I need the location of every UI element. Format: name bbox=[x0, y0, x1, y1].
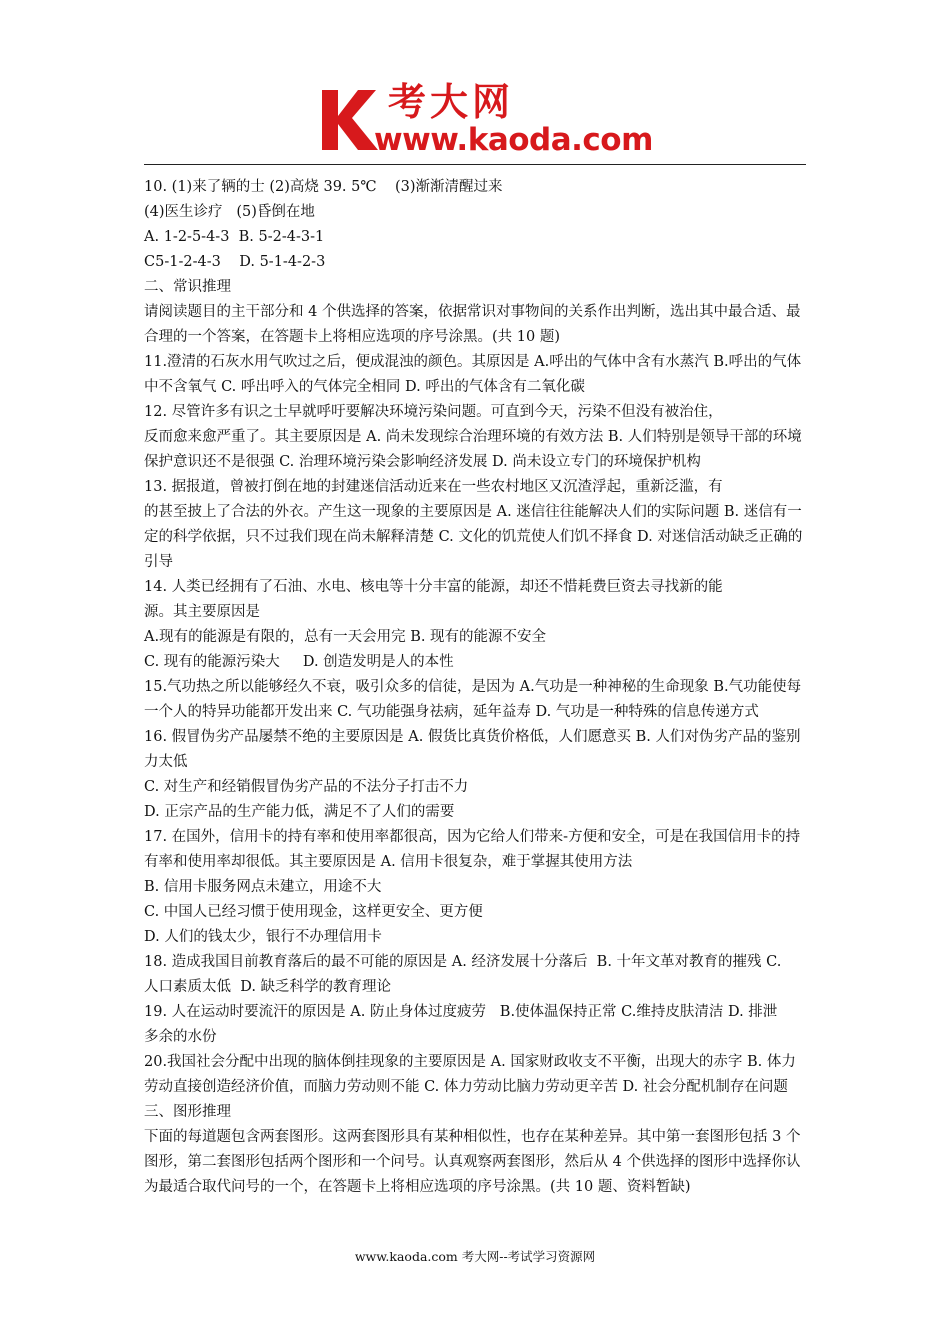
text-line: 劳动直接创造经济价值，而脑力劳动则不能 C. 体力劳动比脑力劳动更辛苦 D. 社会分配机制存在问题 bbox=[144, 1079, 788, 1095]
text-line: 14. 人类已经拥有了石油、水电、核电等十分丰富的能源，却还不惜耗费巨资去寻找新的能 bbox=[144, 579, 723, 595]
text-line: C. 中国人已经习惯于使用现金，这样更安全、更方便 bbox=[144, 904, 483, 920]
text-line: A.现有的能源是有限的，总有一天会用完 B. 现有的能源不安全 bbox=[144, 629, 547, 645]
text-line: 二、常识推理 bbox=[144, 279, 231, 295]
page-footer: www.kaoda.com 考大网--考试学习资源网 bbox=[354, 1249, 596, 1264]
text-line: 为最适合取代问号的一个，在答题卡上将相应选项的序号涂黑。(共 10 题、资料暂缺) bbox=[144, 1179, 691, 1195]
text-line: 18. 造成我国目前教育落后的最不可能的原因是 A. 经济发展十分落后 B. 十年文革对教育的摧残 C. bbox=[144, 954, 782, 970]
kaoda-logo[interactable] bbox=[318, 80, 653, 158]
logo-url: www.kaoda.com bbox=[374, 122, 653, 158]
text-line: 引导 bbox=[144, 554, 173, 570]
text-line: 图形，第二套图形包括两个图形和一个问号。认真观察两套图形，然后从 4 个供选择的图形中选择你认 bbox=[144, 1154, 801, 1170]
text-line: (4)医生诊疗 (5)昏倒在地 bbox=[144, 204, 315, 220]
text-line: 源。其主要原因是 bbox=[144, 604, 260, 620]
text-line: 17. 在国外，信用卡的持有率和使用率都很高，因为它给人们带来-方便和安全，可是在我国信用卡的持 bbox=[144, 829, 801, 845]
text-line: 保护意识还不是很强 C. 治理环境污染会影响经济发展 D. 尚未设立专门的环境保护机构 bbox=[144, 454, 701, 470]
logo-title: 考大网 bbox=[388, 80, 515, 124]
text-line: 16. 假冒伪劣产品屡禁不绝的主要原因是 A. 假货比真货价格低，人们愿意买 B. 人们对伪劣产品的鉴别 bbox=[144, 729, 801, 745]
text-line: 合理的一个答案，在答题卡上将相应选项的序号涂黑。(共 10 题) bbox=[144, 329, 560, 345]
text-line: 多余的水份 bbox=[144, 1029, 217, 1045]
text-line: 12. 尽管许多有识之士早就呼吁要解决环境污染问题。可直到今天，污染不但没有被治住， bbox=[144, 404, 723, 420]
text-line: A. 1-2-5-4-3 B. 5-2-4-3-1 bbox=[144, 229, 325, 245]
text-line: 10. (1)来了辆的士 (2)高烧 39. 5℃ (3)渐渐清醒过来 bbox=[144, 179, 503, 195]
text-line: 力太低 bbox=[144, 754, 188, 770]
text-line: 定的科学依据，只不过我们现在尚未解释清楚 C. 文化的饥荒使人们饥不择食 D. 对迷信活动缺乏正确的 bbox=[144, 529, 803, 545]
text-line: C5-1-2-4-3 D. 5-1-4-2-3 bbox=[144, 254, 326, 270]
text-line: D. 人们的钱太少，银行不办理信用卡 bbox=[144, 929, 382, 945]
text-line: 下面的每道题包含两套图形。这两套图形具有某种相似性，也存在某种差异。其中第一套图形包括 3 个 bbox=[144, 1129, 801, 1145]
text-line: D. 正宗产品的生产能力低，满足不了人们的需要 bbox=[144, 804, 455, 820]
document-body bbox=[144, 175, 808, 1200]
text-line: 反而愈来愈严重了。其主要原因是 A. 尚未发现综合治理环境的有效方法 B. 人们特别是领导干部的环境 bbox=[144, 429, 802, 445]
k-logo-icon bbox=[318, 86, 380, 152]
text-line: 有率和使用率却很低。其主要原因是 A. 信用卡很复杂，难于掌握其使用方法 bbox=[144, 854, 633, 870]
text-line: C. 现有的能源污染大 D. 创造发明是人的本性 bbox=[144, 654, 454, 670]
text-line: 11.澄清的石灰水用气吹过之后，便成混浊的颜色。其原因是 A.呼出的气体中含有水蒸汽 B.呼出的气体 bbox=[144, 354, 802, 370]
header-divider bbox=[144, 164, 806, 165]
text-line: 19. 人在运动时要流汗的原因是 A. 防止身体过度疲劳 B.使体温保持正常 C.维持皮肤清洁 D. 排泄 bbox=[144, 1004, 778, 1020]
text-line: 一个人的特异功能都开发出来 C. 气功能强身祛病，延年益寿 D. 气功是一种特殊的信息传递方式 bbox=[144, 704, 759, 720]
text-line: 人口素质太低 D. 缺乏科学的教育理论 bbox=[144, 979, 392, 995]
text-line: 20.我国社会分配中出现的脑体倒挂现象的主要原因是 A. 国家财政收支不平衡，出现大的赤字 B. 体力 bbox=[144, 1054, 796, 1070]
text-line: B. 信用卡服务网点未建立，用途不大 bbox=[144, 879, 382, 895]
text-line: C. 对生产和经销假冒伪劣产品的不法分子打击不力 bbox=[144, 779, 469, 795]
text-line: 15.气功热之所以能够经久不衰，吸引众多的信徒，是因为 A.气功是一种神秘的生命现象 B.气功能使每 bbox=[144, 679, 802, 695]
text-line: 三、图形推理 bbox=[144, 1104, 231, 1120]
text-line: 的甚至披上了合法的外衣。产生这一现象的主要原因是 A. 迷信往往能解决人们的实际问题 B. 迷信有一 bbox=[144, 504, 802, 520]
text-line: 13. 据报道，曾被打倒在地的封建迷信活动近来在一些农村地区又沉渣浮起，重新泛滥，有 bbox=[144, 479, 723, 495]
text-line: 请阅读题目的主干部分和 4 个供选择的答案，依据常识对事物间的关系作出判断，选出其中最合适、最 bbox=[144, 304, 801, 320]
text-line: 中不含氧气 C. 呼出呼入的气体完全相同 D. 呼出的气体含有二氧化碳 bbox=[144, 379, 585, 395]
